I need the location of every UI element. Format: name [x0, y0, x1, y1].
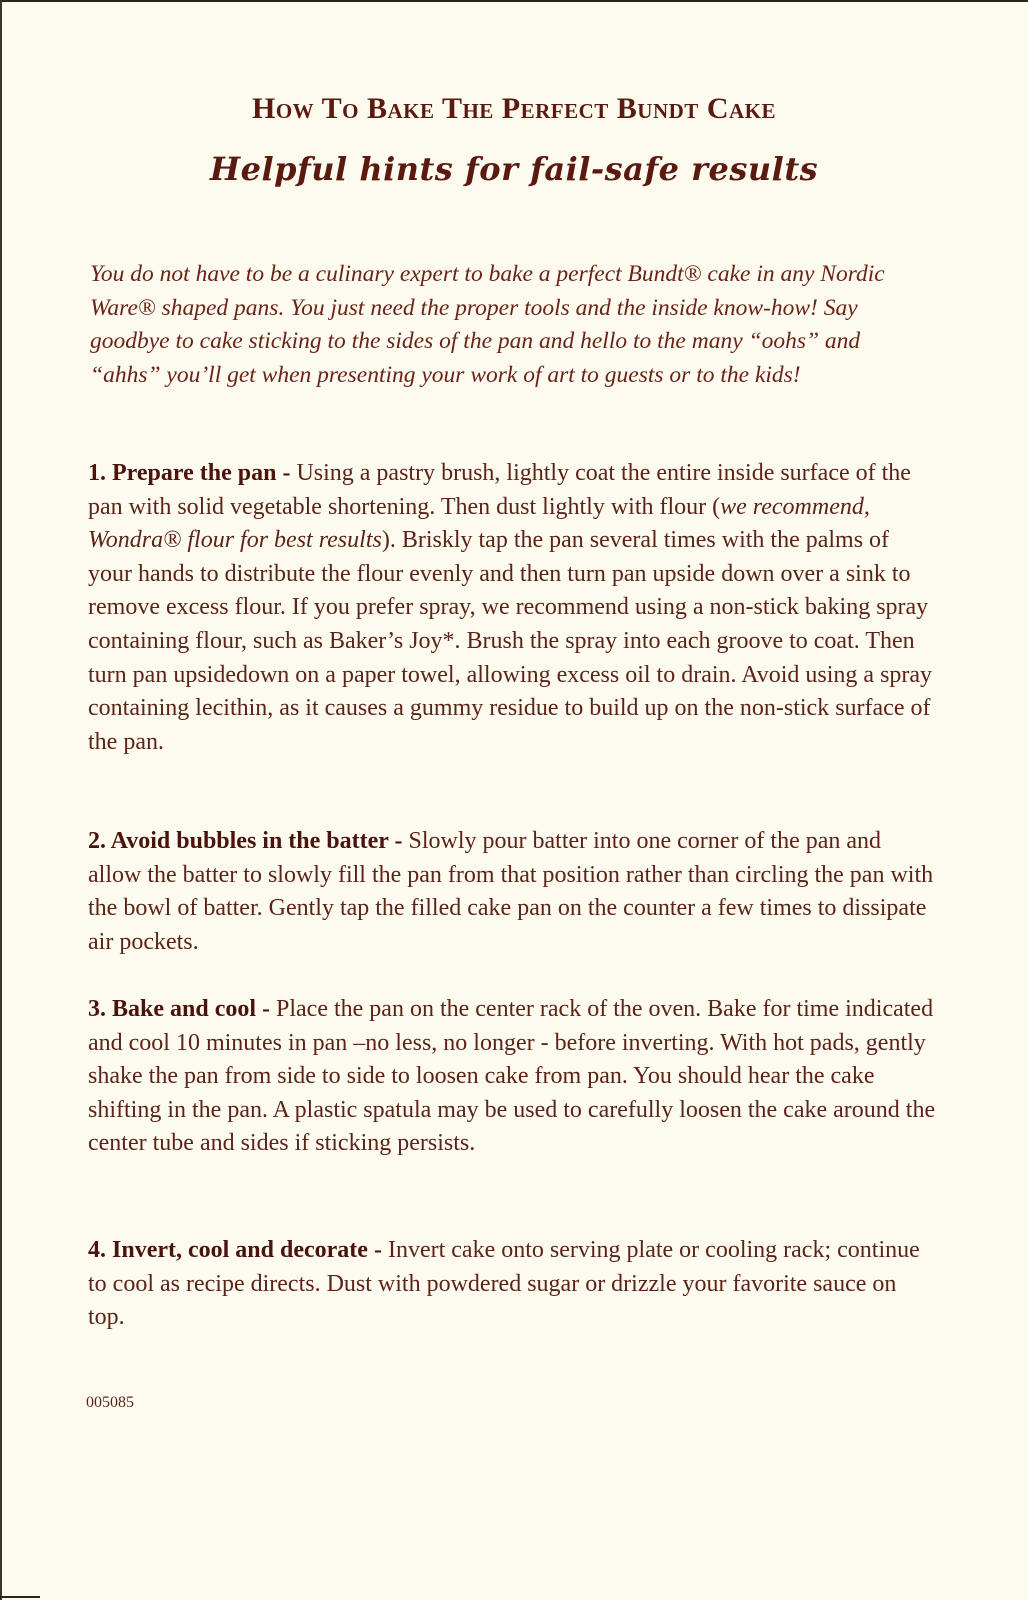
step-text-emphasis: we recommend, Wondra® flour for best results	[88, 493, 870, 554]
step-text: Place the pan on the center rack of the oven. Bake for time indicated and cool 10 minutes in pan –no less, no longer - before inverting. With hot pads, gently shake the pan from side to side to loosen cake from pan. You should hear the cake shifting in the pan. A plastic spatula may be used to carefully loosen the cake around the center tube and sides if sticking persists.	[88, 996, 936, 1157]
product-code: 005085	[86, 1394, 134, 1411]
page-title: How To Bake The Perfect Bundt Cake	[252, 92, 776, 125]
scan-edge-left	[0, 0, 2, 1600]
step-prepare-pan	[88, 457, 938, 759]
step-text: ). Briskly tap the pan several times with the palms of your hands to distribute the flour evenly and then turn pan upside down over a sink to remove excess flour. If you prefer spray, we recommend using a non-stick baking spray containing flour, such as Baker’s Joy*. Brush the spray into each groove to coat. Then turn pan upsidedown on a paper towel, allowing excess oil to drain. Avoid using a spray containing lecithin, as it causes a gummy residue to build up on the non-stick surface of the pan.	[88, 527, 933, 755]
step-heading: 1. Prepare the pan -	[88, 460, 291, 486]
scan-edge-bottom	[0, 1596, 40, 1598]
step-heading: 3. Bake and cool -	[88, 996, 271, 1022]
intro-paragraph: You do not have to be a culinary expert to bake a perfect Bundt® cake in any Nordic Ware® shaped pans. You just need the proper tools and the inside know-how! Say goodbye to cake sticking to the sides of the pan and hello to the many “oohs” and “ahhs” you’ll get when presenting your work of art to guests or to the kids!	[90, 261, 885, 388]
step-text: Slowly pour batter into one corner of the pan and allow the batter to slowly fill the pan from that position rather than circling the pan with the bowl of batter. Gently tap the filled cake pan on the counter a few times to dissipate air pockets.	[88, 828, 934, 955]
step-invert-cool-decorate	[88, 1234, 938, 1335]
step-heading: 2. Avoid bubbles in the batter -	[88, 828, 403, 854]
step-heading: 4. Invert, cool and decorate -	[88, 1237, 382, 1263]
step-text: Using a pastry brush, lightly coat the entire inside surface of the pan with solid vegetable shortening. Then dust lightly with flour (	[88, 460, 911, 520]
step-avoid-bubbles	[88, 825, 938, 959]
scan-edge-top	[0, 0, 1028, 2]
page-subtitle: Helpful hints for fail-safe results	[209, 150, 819, 188]
step-bake-and-cool	[88, 993, 938, 1161]
step-text: Invert cake onto serving plate or cooling rack; continue to cool as recipe directs. Dust with powdered sugar or drizzle your favorite sauce on top.	[88, 1237, 920, 1331]
